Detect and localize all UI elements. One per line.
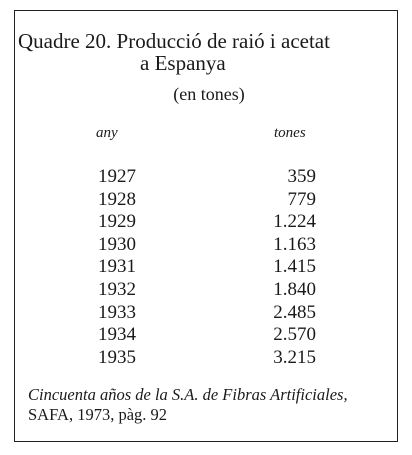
- tons-cell: 1.840: [273, 278, 316, 300]
- table-row: [0, 234, 412, 257]
- table-row: [0, 166, 412, 189]
- year-cell: 1930: [98, 233, 136, 255]
- table-row: [0, 279, 412, 302]
- tons-cell: 2.485: [273, 301, 316, 323]
- year-cell: 1931: [98, 256, 136, 278]
- table-title: [18, 30, 330, 74]
- year-cell: 1929: [98, 211, 136, 233]
- table-body: [0, 166, 412, 369]
- year-cell: 1933: [98, 301, 136, 323]
- year-cell: 1934: [98, 324, 136, 346]
- table-source: [28, 385, 388, 425]
- tons-cell: 3.215: [273, 346, 316, 368]
- table-title-line-2: a Espanya: [140, 51, 226, 75]
- tons-cell: 1.224: [273, 211, 316, 233]
- table-title-line-1: Quadre 20. Producció de raió i acetat: [18, 29, 330, 53]
- column-header-year: any: [96, 125, 118, 141]
- tons-cell: 1.163: [273, 233, 316, 255]
- tons-cell: 1.415: [273, 256, 316, 278]
- table-row: [0, 347, 412, 370]
- tons-cell: 779: [287, 188, 316, 210]
- source-publisher: SAFA, 1973, pàg. 92: [28, 405, 168, 424]
- table-row: [0, 211, 412, 234]
- year-cell: 1928: [98, 188, 136, 210]
- year-cell: 1927: [98, 166, 136, 187]
- source-work-title: Cincuenta años de la S.A. de Fibras Artificiales,: [28, 385, 348, 404]
- table-row: [0, 302, 412, 325]
- table-subtitle: (en tones): [173, 84, 245, 104]
- tons-cell: 2.570: [273, 324, 316, 346]
- year-cell: 1935: [98, 346, 136, 368]
- column-header-tons: tones: [274, 125, 306, 141]
- table-row: [0, 324, 412, 347]
- table-row: [0, 189, 412, 212]
- table-row: [0, 256, 412, 279]
- tons-cell: 359: [287, 166, 316, 187]
- year-cell: 1932: [98, 278, 136, 300]
